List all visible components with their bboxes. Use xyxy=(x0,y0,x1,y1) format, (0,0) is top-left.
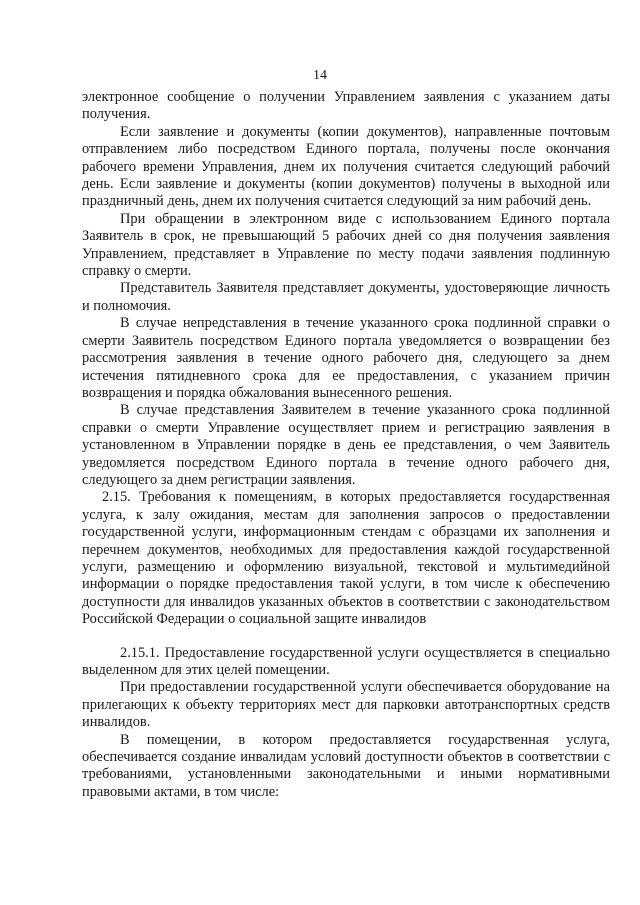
paragraph-accessibility: В помещении, в котором предоставляется государственная услуга, обеспечивается создание инвалидам условий доступности объектов в соответствии с требованиями, установленными законодательными и иными нормативными правовыми актами, в том числе: xyxy=(82,731,610,800)
paragraph-submission-registration: В случае представления Заявителем в течение указанного срока подлинной справки о смерти Управление осуществляет прием и регистрацию заявления в установленном в Управлении порядке в день ее представления, о чем Заявитель уведомляется посредством Единого портала в течение одного рабочего дня, следующего за днем регистрации заявления. xyxy=(82,402,610,488)
paragraph-non-submission: В случае непредставления в течение указанного срока подлинной справки о смерти Заявитель посредством Единого портала уведомляется о возвращении без рассмотрения заявления в течение одного рабочего дня, следующего за днем истечения пятидневного срока для ее предоставления, с указанием причин возвращения и порядка обжалования вынесенного решения. xyxy=(82,315,610,401)
paragraph-2-15-1: 2.15.1. Предоставление государственной услуги осуществляется в специально выделенном для этих целей помещении. xyxy=(82,644,610,678)
paragraph-email-notification: электронное сообщение о получении Управлением заявления с указанием даты получения. xyxy=(82,89,610,123)
page-number: 14 xyxy=(313,68,327,83)
section-heading-2-15: 2.15. Требования к помещениям, в которых предоставляется государственная услуга, к залу ожидания, местам для заполнения запросов о предоставлении государственной услуги, информационным стендам с образцами их заполнения и перечнем документов, необходимых для предоставления каждой государственной услуги, размещению и оформлению визуальной, текстовой и мультимедийной информации о порядке предоставления такой услуги, в том числе к обеспечению доступности для инвалидов указанных объектов в соответствии с законодательством Российской Федерации о социальной защите инвалидов xyxy=(82,489,610,628)
paragraph-parking: При предоставлении государственной услуги обеспечивается оборудование на прилегающих к объекту территориях мест для парковки автотранспортных средств инвалидов. xyxy=(82,679,610,731)
document-body xyxy=(82,89,610,801)
paragraph-receipt-date-rules: Если заявление и документы (копии документов), направленные почтовым отправлением либо посредством Единого портала, получены после окончания рабочего времени Управления, днем их получения считается следующий рабочий день. Если заявление и документы (копии документов) получены в выходной или праздничный день, днем их получения считается следующий за ним рабочий день. xyxy=(82,123,610,210)
paragraph-representative-documents: Представитель Заявителя представляет документы, удостоверяющие личность и полномочия. xyxy=(82,280,610,314)
paragraph-electronic-submission: При обращении в электронном виде с использованием Единого портала Заявитель в срок, не превышающий 5 рабочих дней со дня получения заявления Управлением, представляет в Управление по месту подачи заявления подлинную справку о смерти. xyxy=(82,210,610,280)
